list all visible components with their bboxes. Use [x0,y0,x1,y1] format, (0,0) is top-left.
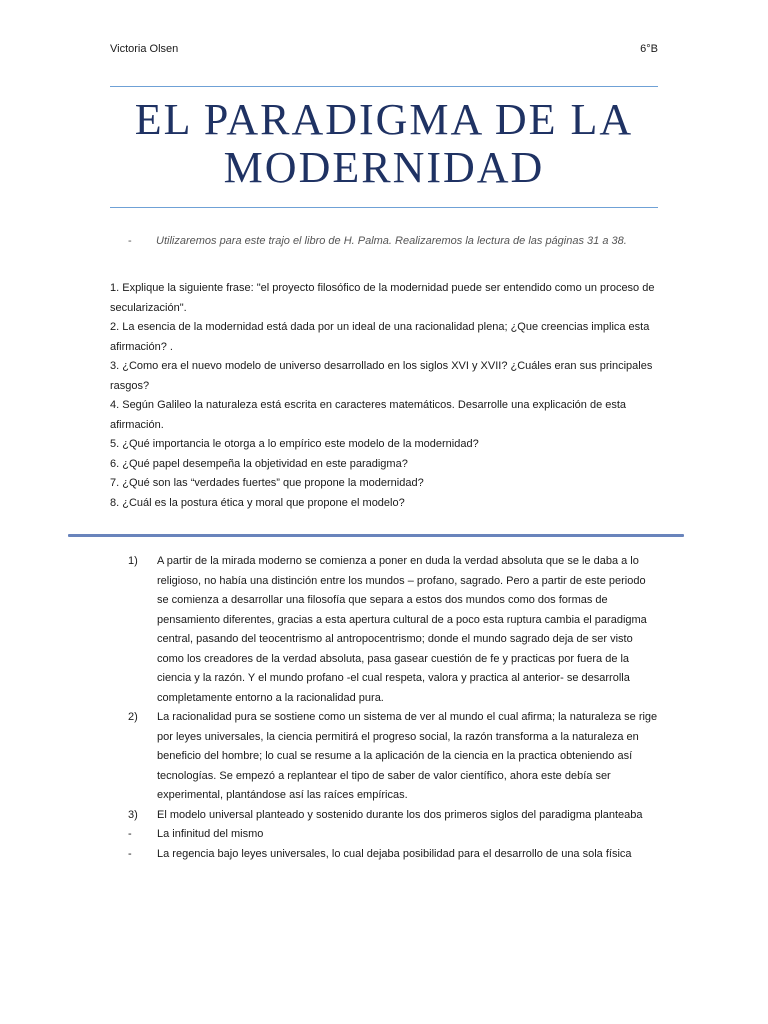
section-divider [68,534,684,537]
intro-note [128,232,658,252]
answer-item [128,552,658,708]
author-name: Victoria Olsen [110,43,179,55]
question-item: 7. ¿Qué son las “verdades fuertes” que propone la modernidad? [110,477,424,489]
title-line-1: EL PARADIGMA DE LA [134,95,634,144]
question-item: 3. ¿Como era el nuevo modelo de universo desarrollado en los siglos XVI y XVII? ¿Cuáles eran sus principales rasgos? [110,360,653,392]
question-item: 1. Explique la siguiente frase: "el proyecto filosófico de la modernidad puede ser entendido como un proceso de secularización". [110,282,655,314]
intro-bullet: - [128,235,132,247]
document-title [110,96,658,192]
answer-list [128,552,658,864]
answer-text: La racionalidad pura se sostiene como un sistema de ver al mundo el cual afirma; la naturaleza se rige por leyes universales, la ciencia permitirá el progreso social, la razón transforma a la naturaleza en beneficio del hombre; lo cual se resume a la aplicación de la ciencia en la practica obteniendo así tecnologías. Se empezó a replantear el tipo de saber de valor científico, ahora este debía ser experimental, plantándose así las raíces empíricas. [157,711,658,801]
title-line-2: MODERNIDAD [223,143,545,192]
answer-text: La regencia bajo leyes universales, lo cual dejaba posibilidad para el desarrollo de una sola física [157,847,632,860]
page-header [110,43,658,55]
answer-subitem [128,825,658,845]
answer-subitem [128,845,658,865]
question-item: 8. ¿Cuál es la postura ética y moral que propone el modelo? [110,496,405,509]
title-top-rule [110,86,658,87]
question-item: 4. Según Galileo la naturaleza está escrita en caracteres matemáticos. Desarrolle una explicación de esta afirmación. [110,399,627,431]
answer-marker: 3) [128,808,138,821]
answer-text: A partir de la mirada moderno se comienza a poner en duda la verdad absoluta que se le daba a lo religioso, no había una distinción entre los mundos – profano, sagrado. Pero a partir de este periodo se comienza a desarrollar una filosofía que separa a estos dos mundos como dos formas de pensamiento diferentes, gracias a esta apertura cultural de a poco esta ruptura cambia el paradigma central, pasando del teocentrismo al antropocentrismo; donde el mundo sagrado deja de ser visto como los creadores de la verdad absoluta, pasa gasear cuestión de fe y practicas por fuera de la ciencia y la razón. Y el mundo profano -el cual respeta, valora y practica al anterior- se desarrolla completamente entorno a la racionalidad pura. [157,555,647,704]
title-bottom-rule [110,207,658,208]
question-item: 5. ¿Qué importancia le otorga a lo empírico este modelo de la modernidad? [110,438,479,450]
answer-item [128,806,658,826]
answer-bullet: - [128,847,132,860]
answer-text: El modelo universal planteado y sostenido durante los dos primeros siglos del paradigma planteaba [157,808,643,821]
intro-text: Utilizaremos para este trajo el libro de H. Palma. Realizaremos la lectura de las páginas 31 a 38. [156,235,627,247]
question-item: 6. ¿Qué papel desempeña la objetividad en este paradigma? [110,457,408,470]
answer-bullet: - [128,828,132,840]
question-list [110,279,658,513]
answer-marker: 2) [128,711,138,723]
question-item: 2. La esencia de la modernidad está dada por un ideal de una racionalidad plena; ¿Que creencias implica esta afirmación? . [110,321,650,353]
answer-text: La infinitud del mismo [157,828,264,840]
answer-item [128,708,658,806]
answer-marker: 1) [128,555,138,567]
grade-label: 6°B [640,43,658,55]
